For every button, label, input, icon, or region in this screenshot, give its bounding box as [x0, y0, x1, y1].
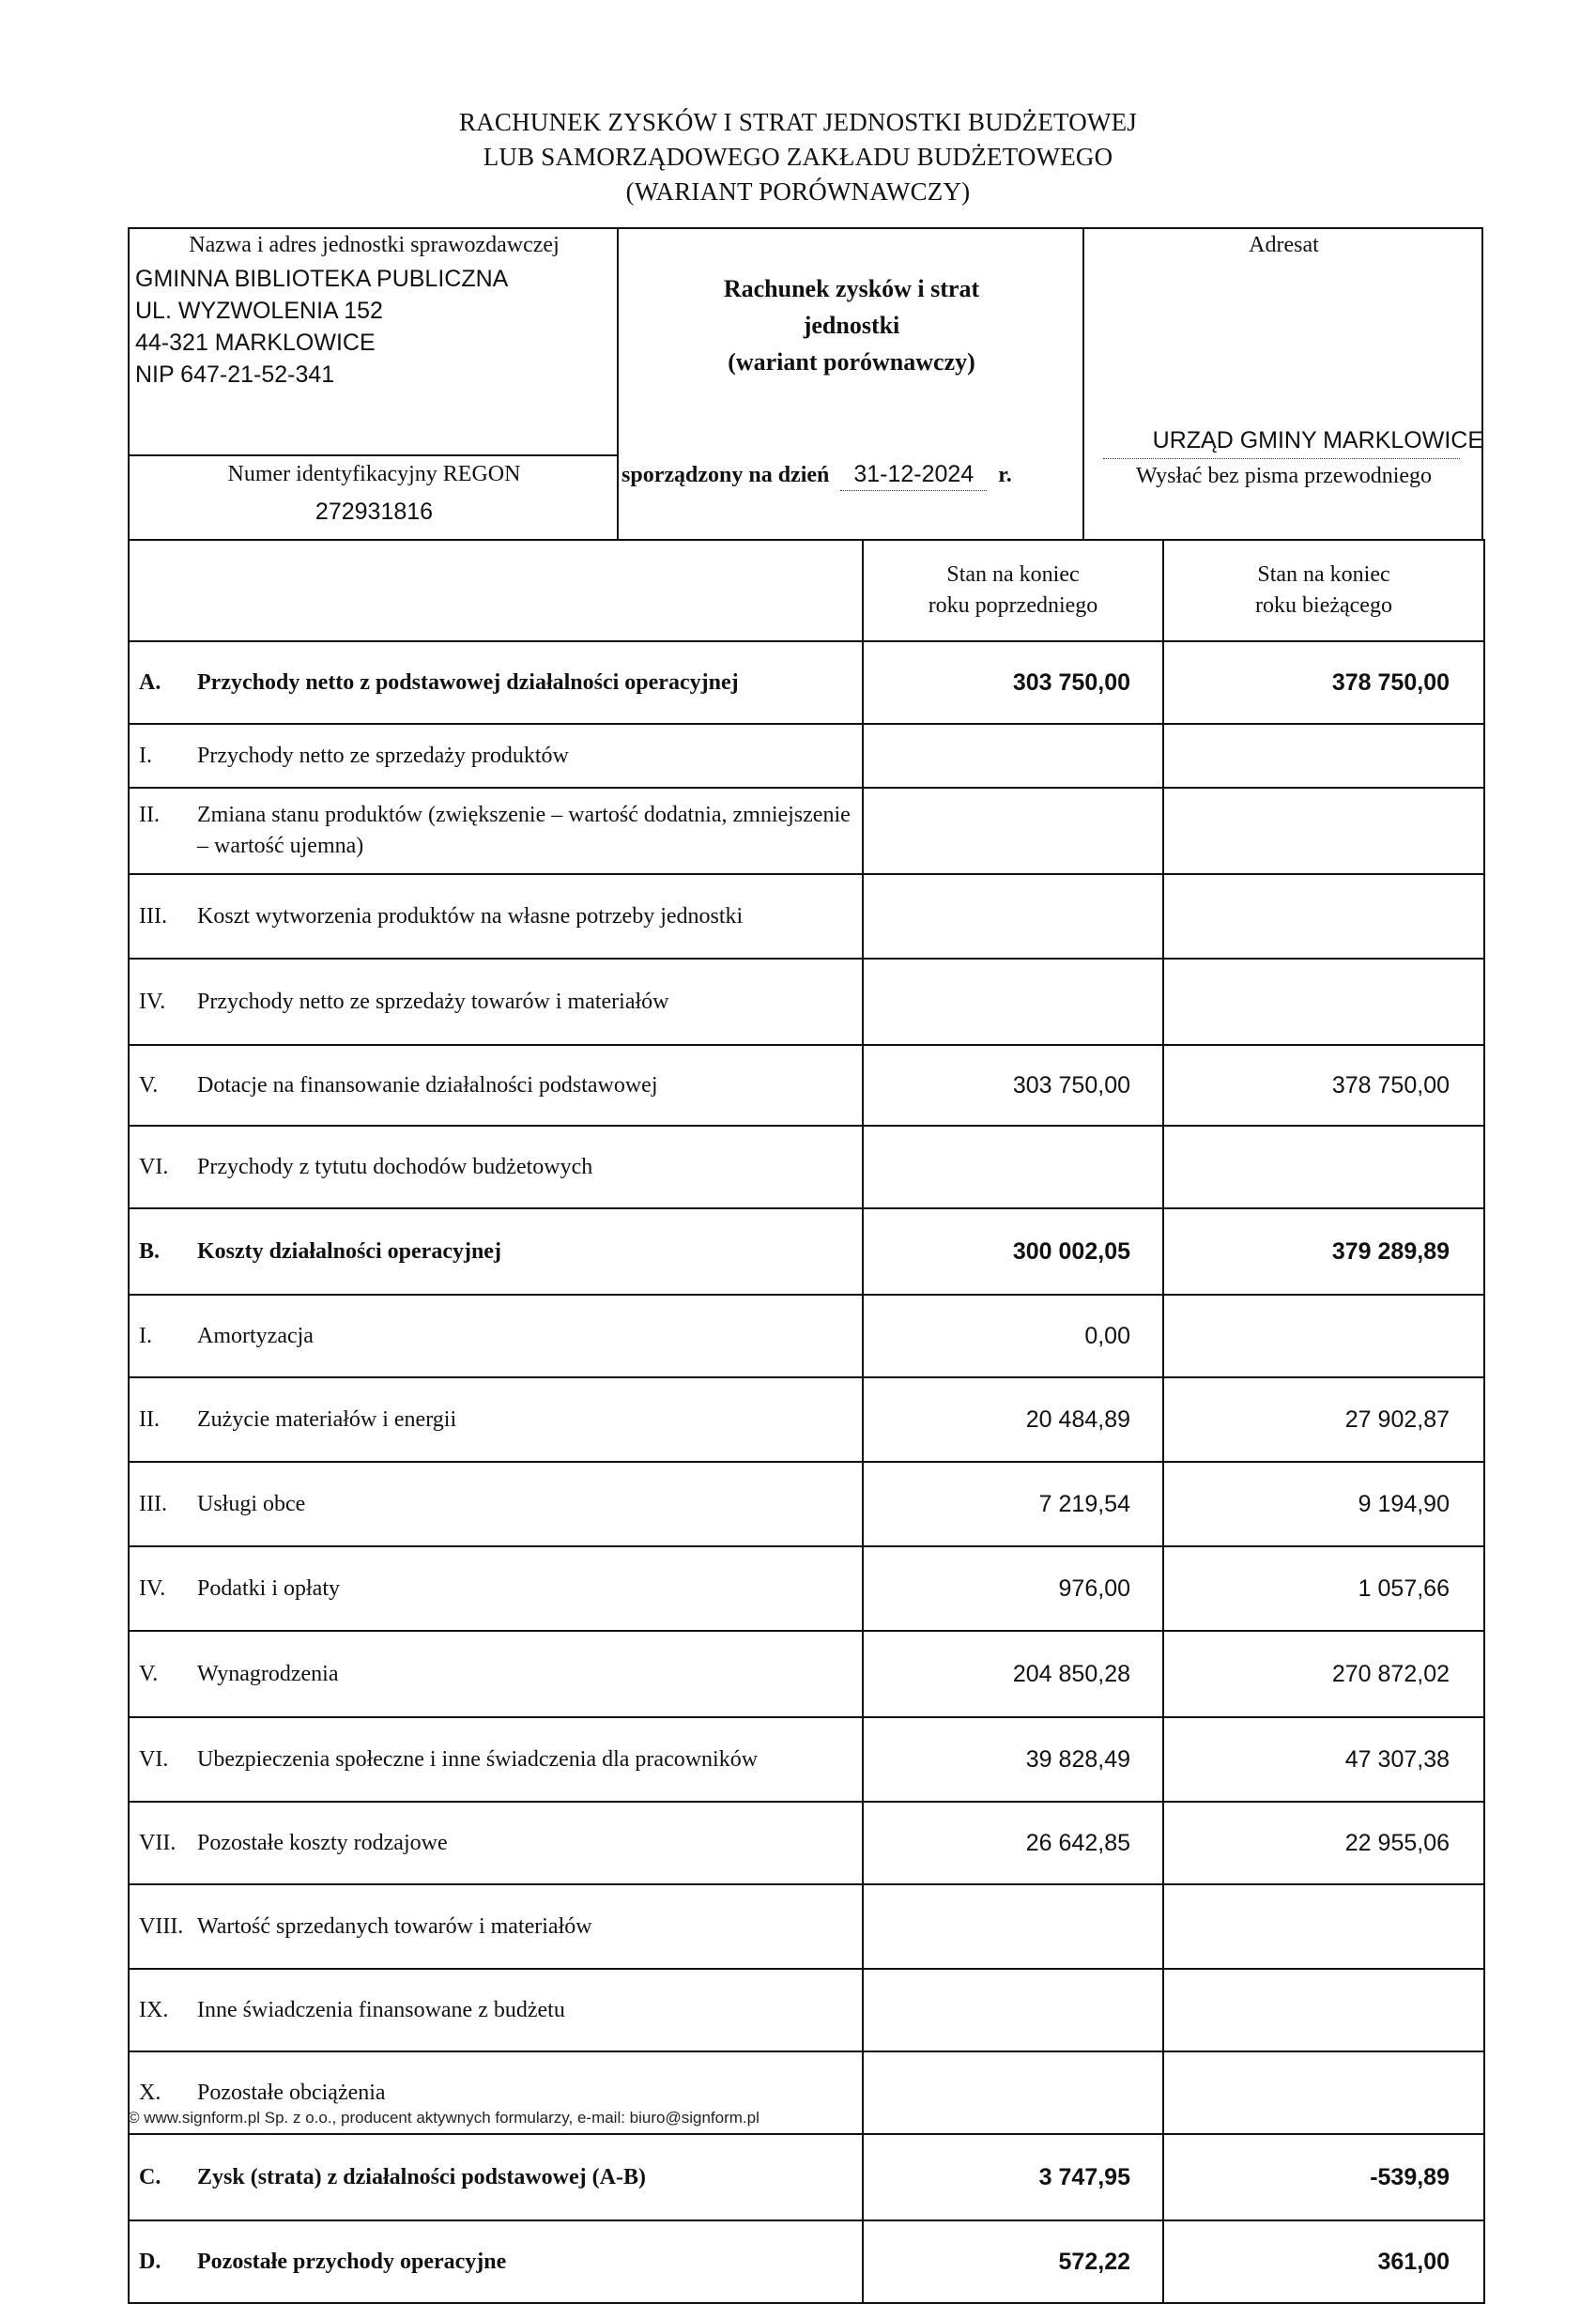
row-label: Zmiana stanu produktów (zwiększenie – wartość dodatnia, zmniejszenie – wartość ujemna)	[197, 803, 851, 858]
row-label-cell	[129, 641, 863, 724]
previous-year-value	[863, 874, 1163, 959]
current-year-value: 361,00	[1163, 2220, 1484, 2303]
column-header-current-year	[1163, 540, 1484, 641]
document-title-line: LUB SAMORZĄDOWEGO ZAKŁADU BUDŻETOWEGO	[483, 143, 1113, 171]
table-row	[129, 1631, 1484, 1717]
table-row	[129, 1208, 1484, 1295]
entity-city: 44-321 MARKLOWICE	[135, 330, 376, 356]
document-title-line: (WARIANT PORÓWNAWCZY)	[625, 177, 971, 206]
document-title	[0, 105, 1596, 209]
table-row	[129, 959, 1484, 1045]
table-row	[129, 788, 1484, 874]
row-label: Przychody netto ze sprzedaży produktów	[197, 743, 569, 768]
row-label: Przychody z tytutu dochodów budżetowych	[197, 1154, 593, 1179]
previous-year-value: 0,00	[863, 1295, 1163, 1377]
previous-year-value: 39 828,49	[863, 1717, 1163, 1802]
header-text: Stan na koniec	[946, 562, 1080, 587]
table-row	[129, 1295, 1484, 1377]
row-label-cell	[129, 1969, 863, 2051]
previous-year-value: 300 002,05	[863, 1208, 1163, 1295]
current-year-value: 47 307,38	[1163, 1717, 1484, 1802]
row-number: A.	[139, 669, 161, 695]
row-label: Inne świadczenia finansowane z budżetu	[197, 1997, 565, 2022]
previous-year-value: 572,22	[863, 2220, 1163, 2303]
current-year-value	[1163, 724, 1484, 788]
regon-value: 272931816	[315, 499, 434, 525]
row-number: C.	[139, 2164, 161, 2189]
current-year-value	[1163, 1884, 1484, 1969]
table-row	[129, 874, 1484, 959]
current-year-value: 379 289,89	[1163, 1208, 1484, 1295]
table-row	[129, 1546, 1484, 1631]
entity-nip: NIP 647-21-52-341	[135, 361, 335, 388]
table-row	[129, 1884, 1484, 1969]
previous-year-value	[863, 1126, 1163, 1208]
header-text: Stan na koniec	[1257, 562, 1390, 587]
previous-year-value: 303 750,00	[863, 1045, 1163, 1126]
row-label: Podatki i opłaty	[197, 1575, 340, 1601]
current-year-value	[1163, 1126, 1484, 1208]
report-title	[619, 270, 1084, 380]
entity-street: UL. WYZWOLENIA 152	[135, 298, 383, 324]
row-label: Koszt wytworzenia produktów na własne potrzeby jednostki	[197, 903, 744, 929]
table-row	[129, 724, 1484, 788]
row-label-cell	[129, 1208, 863, 1295]
previous-year-value: 976,00	[863, 1546, 1163, 1631]
entity-name-label: Nazwa i adres jednostki sprawozdawczej	[189, 233, 560, 257]
header-text: roku bieżącego	[1255, 593, 1392, 618]
footer-copyright: © www.signform.pl Sp. z o.o., producent aktywnych formularzy, e-mail: biuro@signform.pl	[128, 2109, 760, 2127]
row-label: Pozostałe przychody operacyjne	[197, 2249, 507, 2274]
entity-name: GMINNA BIBLIOTEKA PUBLICZNA	[135, 266, 509, 292]
header-text: roku poprzedniego	[928, 593, 1098, 618]
previous-year-value	[863, 2051, 1163, 2134]
row-label: Ubezpieczenia społeczne i inne świadczenia dla pracowników	[197, 1746, 759, 1772]
previous-year-value: 20 484,89	[863, 1377, 1163, 1462]
current-year-value	[1163, 1295, 1484, 1377]
current-year-value	[1163, 874, 1484, 959]
table-row	[129, 1462, 1484, 1546]
current-year-value: 378 750,00	[1163, 641, 1484, 724]
row-label-cell	[129, 1717, 863, 1802]
row-label: Dotacje na finansowanie działalności podstawowej	[197, 1072, 658, 1098]
row-number: VI.	[139, 1746, 169, 1772]
table-row	[129, 1126, 1484, 1208]
current-year-value	[1163, 1969, 1484, 2051]
table-row	[129, 2220, 1484, 2303]
row-label-cell	[129, 1462, 863, 1546]
document-title-line: RACHUNEK ZYSKÓW I STRAT JEDNOSTKI BUDŻETOWEJ	[458, 108, 1138, 136]
row-number: II.	[139, 803, 160, 827]
row-label: Koszty działalności operacyjnej	[197, 1238, 501, 1264]
row-label: Zużycie materiałów i energii	[197, 1406, 457, 1432]
table-row	[129, 1045, 1484, 1126]
row-number: V.	[139, 1661, 159, 1686]
current-year-value: 270 872,02	[1163, 1631, 1484, 1717]
row-label: Wartość sprzedanych towarów i materiałów	[197, 1913, 592, 1939]
column-header-previous-year	[863, 540, 1163, 641]
row-label-cell	[129, 2134, 863, 2220]
row-number: VI.	[139, 1154, 169, 1179]
addressee-label: Adresat	[1249, 233, 1319, 257]
table-row	[129, 641, 1484, 724]
row-label-cell	[129, 959, 863, 1045]
row-label-cell	[129, 1126, 863, 1208]
dotted-line	[1103, 458, 1460, 459]
table-row	[129, 1717, 1484, 1802]
row-number: IV.	[139, 1575, 166, 1601]
row-label-cell	[129, 1377, 863, 1462]
regon-label: Numer identyfikacyjny REGON	[227, 462, 521, 486]
current-year-value: 22 955,06	[1163, 1802, 1484, 1884]
report-date: 31-12-2024	[840, 460, 987, 491]
table-row	[129, 1969, 1484, 2051]
current-year-value: 1 057,66	[1163, 1546, 1484, 1631]
previous-year-value	[863, 788, 1163, 874]
row-label-cell	[129, 724, 863, 788]
current-year-value: 9 194,90	[1163, 1462, 1484, 1546]
row-label: Zysk (strata) z działalności podstawowej (A-B)	[197, 2164, 646, 2189]
row-number: B.	[139, 1238, 161, 1264]
row-label: Przychody netto z podstawowej działalności operacyjnej	[197, 669, 739, 695]
previous-year-value: 7 219,54	[863, 1462, 1163, 1546]
current-year-value: 378 750,00	[1163, 1045, 1484, 1126]
row-number: I.	[139, 1323, 152, 1348]
current-year-value	[1163, 959, 1484, 1045]
row-number: X.	[139, 2080, 161, 2105]
current-year-value	[1163, 788, 1484, 874]
row-number: V.	[139, 1072, 159, 1098]
year-suffix: r.	[998, 463, 1012, 487]
row-label: Usługi obce	[197, 1491, 306, 1516]
row-label-cell	[129, 1631, 863, 1717]
prepared-on-label: sporządzony na dzień	[622, 463, 830, 487]
column-header-label	[129, 540, 863, 641]
table-row	[129, 2134, 1484, 2220]
row-number: D.	[139, 2249, 161, 2274]
previous-year-value	[863, 1884, 1163, 1969]
previous-year-value: 303 750,00	[863, 641, 1163, 724]
previous-year-value: 26 642,85	[863, 1802, 1163, 1884]
current-year-value: -539,89	[1163, 2134, 1484, 2220]
row-label-cell	[129, 1546, 863, 1631]
report-header-block	[128, 227, 1483, 541]
row-label-cell	[129, 1802, 863, 1884]
row-label: Przychody netto ze sprzedaży towarów i materiałów	[197, 989, 669, 1014]
row-number: I.	[139, 743, 152, 768]
current-year-value: 27 902,87	[1163, 1377, 1484, 1462]
row-number: IV.	[139, 989, 166, 1014]
row-number: IX.	[139, 1997, 169, 2022]
row-number: II.	[139, 1406, 160, 1432]
table-row	[129, 1377, 1484, 1462]
addressee-note: Wysłać bez pisma przewodniego	[1135, 464, 1433, 488]
report-title-line: (wariant porównawczy)	[728, 348, 975, 376]
addressee-name: URZĄD GMINY MARKLOWICE	[1152, 427, 1483, 453]
prepared-on-date	[622, 460, 1012, 491]
row-label: Pozostałe koszty rodzajowe	[197, 1830, 448, 1855]
previous-year-value: 204 850,28	[863, 1631, 1163, 1717]
table-body	[129, 641, 1484, 2303]
row-label-cell	[129, 1884, 863, 1969]
row-number: VIII.	[139, 1913, 184, 1939]
row-label-cell	[129, 874, 863, 959]
row-label: Amortyzacja	[197, 1323, 314, 1348]
previous-year-value	[863, 959, 1163, 1045]
table-row	[129, 1802, 1484, 1884]
row-label-cell	[129, 788, 863, 874]
row-number: VII.	[139, 1830, 176, 1855]
entity-address	[135, 263, 508, 391]
row-number: III.	[139, 903, 167, 929]
divider	[130, 454, 619, 456]
table-header-row	[129, 540, 1484, 641]
row-label: Pozostałe obciążenia	[197, 2080, 386, 2105]
current-year-value	[1163, 2051, 1484, 2134]
row-label: Wynagrodzenia	[197, 1661, 339, 1686]
income-statement-table	[128, 539, 1485, 2304]
row-label-cell	[129, 1295, 863, 1377]
previous-year-value: 3 747,95	[863, 2134, 1163, 2220]
report-title-line: jednostki	[803, 312, 900, 339]
row-number: III.	[139, 1491, 167, 1516]
row-label-cell	[129, 2220, 863, 2303]
report-title-line: Rachunek zysków i strat	[723, 275, 980, 302]
previous-year-value	[863, 1969, 1163, 2051]
previous-year-value	[863, 724, 1163, 788]
row-label-cell	[129, 1045, 863, 1126]
